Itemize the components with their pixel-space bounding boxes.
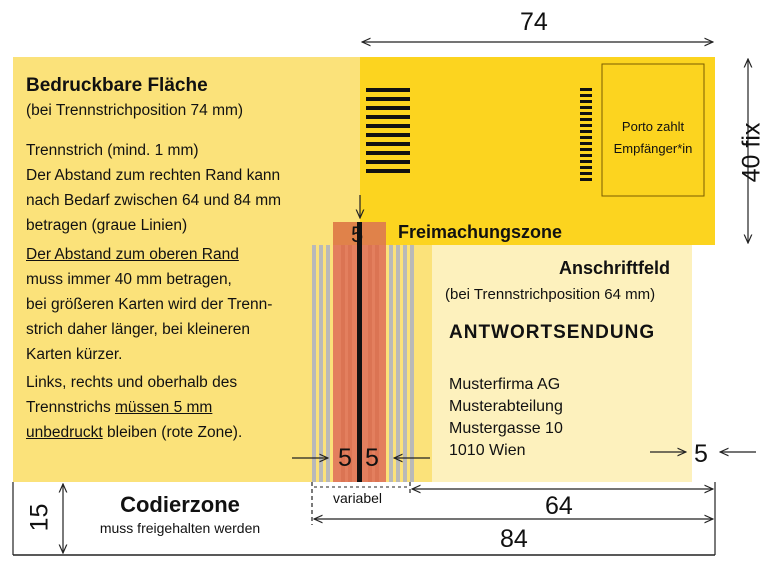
coding-zone <box>80 492 280 536</box>
printable-area-subtitle: (bei Trennstrichposition 74 mm) <box>26 102 244 119</box>
right-margin-label: 5 <box>694 440 708 468</box>
red-zone-left-label: 5 <box>338 444 352 472</box>
reply-label: ANTWORTSENDUNG <box>449 322 656 343</box>
franking-zone-title: Freimachungszone <box>398 222 563 242</box>
red-zone-top-label: 5 <box>351 222 364 247</box>
coding-zone-subtitle: muss freigehalten werden <box>99 520 261 536</box>
divider-description: Trennstrich (mind. 1 mm) Der Abstand zum rechten Rand kann nach Bedarf zwischen 64 und 84 mm betragen (graue Linien) <box>26 142 282 234</box>
porto-text: Porto zahlt Empfänger*in <box>613 119 693 156</box>
dim-74-label: 74 <box>520 8 548 36</box>
address-field-title: Anschriftfeld <box>559 258 671 278</box>
red-zone-right-label: 5 <box>365 444 379 472</box>
top-margin-description: Der Abstand zum oberen Rand muss immer 40 mm betragen, bei größeren Karten wird der Trenn- strich daher länger, bei kleineren Karten kürzer. <box>26 246 273 363</box>
printable-area-title: Bedruckbare Fläche <box>26 75 208 96</box>
red-zone-description: Links, rechts und oberhalb des Trennstrichs müssen 5 mm unbedruckt bleiben (rote Zone). <box>26 374 243 441</box>
dim-84-label: 84 <box>500 525 528 553</box>
address-field-subtitle: (bei Trennstrichposition 64 mm) <box>445 286 656 303</box>
address-block: Musterfirma AG Musterabteilung Mustergasse 10 1010 Wien <box>449 376 563 459</box>
dim-64-label: 64 <box>545 492 573 520</box>
divider-line <box>357 222 362 482</box>
coding-zone-title: Codierzone <box>120 492 240 517</box>
dim-15-label: 15 <box>25 503 54 532</box>
variable-label: variabel <box>333 490 383 506</box>
dim-40-label: 40 fix <box>737 122 766 183</box>
